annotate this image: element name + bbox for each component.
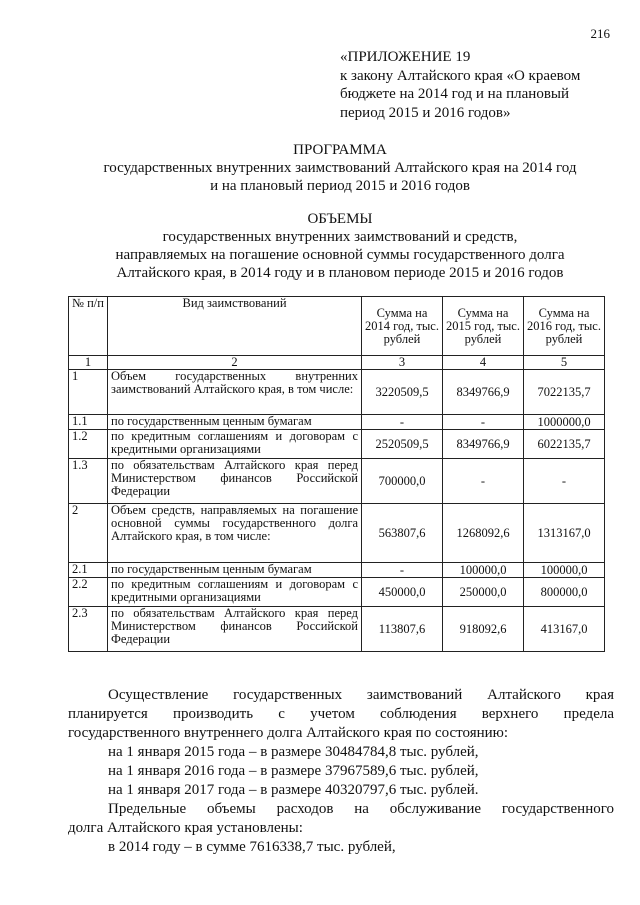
- header-kind: Вид заимствований: [108, 297, 362, 356]
- table-row: [69, 370, 605, 415]
- limit-item: на 1 января 2017 года – в размере 40320797,6 тыс. рублей.: [108, 782, 479, 798]
- limit-item: на 1 января 2016 года – в размере 37967589,6 тыс. рублей,: [108, 763, 479, 779]
- column-number: 1: [69, 356, 108, 370]
- volumes-title: ОБЪЕМЫ: [307, 211, 373, 227]
- row-sum-2016: 413167,0: [524, 607, 605, 652]
- row-sum-2014: 450000,0: [362, 578, 443, 607]
- appendix-line: к закону Алтайского края «О краевом: [340, 67, 581, 84]
- row-sum-2015: 8349766,9: [443, 370, 524, 415]
- row-sum-2015: 8349766,9: [443, 430, 524, 459]
- row-sum-2014: -: [362, 415, 443, 430]
- program-subtitle: и на плановый период 2015 и 2016 годов: [210, 178, 470, 194]
- row-sum-2016: 6022135,7: [524, 430, 605, 459]
- row-number: 1.1: [69, 415, 108, 430]
- volumes-heading: [50, 210, 630, 282]
- row-sum-2014: 700000,0: [362, 459, 443, 504]
- column-number: 2: [108, 356, 362, 370]
- row-sum-2015: 918092,6: [443, 607, 524, 652]
- header-num: № п/п: [69, 297, 108, 356]
- paragraph-line: планируется производить с учетом соблюдения верхнего предела: [68, 706, 614, 722]
- limit-item: в 2014 году – в сумме 7616338,7 тыс. рублей,: [108, 839, 396, 855]
- program-title: ПРОГРАММА: [293, 142, 387, 158]
- limit-item: на 1 января 2015 года – в размере 30484784,8 тыс. рублей,: [108, 744, 479, 760]
- body-text: [68, 686, 614, 857]
- column-number: 5: [524, 356, 605, 370]
- program-heading: [50, 141, 630, 195]
- row-sum-2014: 563807,6: [362, 504, 443, 563]
- table-row: [69, 563, 605, 578]
- row-sum-2014: 3220509,5: [362, 370, 443, 415]
- column-number: 3: [362, 356, 443, 370]
- row-kind: по государственным ценным бумагам: [108, 415, 362, 430]
- row-kind: Объем государственных внутренних заимствований Алтайского края, в том числе:: [108, 370, 362, 415]
- row-sum-2015: 100000,0: [443, 563, 524, 578]
- row-number: 2.1: [69, 563, 108, 578]
- table-row: [69, 415, 605, 430]
- row-number: 2.3: [69, 607, 108, 652]
- paragraph-line: государственного внутреннего долга Алтайского края по состоянию:: [68, 725, 509, 741]
- row-number: 1.2: [69, 430, 108, 459]
- header-sum-2016: Сумма на 2016 год, тыс. рублей: [524, 297, 605, 356]
- table-header-row: [69, 297, 605, 356]
- row-sum-2016: -: [524, 459, 605, 504]
- row-kind: по государственным ценным бумагам: [108, 563, 362, 578]
- row-kind: по кредитным соглашениям и договорам с кредитными организациями: [108, 578, 362, 607]
- row-sum-2014: 2520509,5: [362, 430, 443, 459]
- row-sum-2015: 1268092,6: [443, 504, 524, 563]
- row-kind: по обязательствам Алтайского края перед Министерством финансов Российской Федерации: [108, 459, 362, 504]
- appendix-line: бюджете на 2014 год и на плановый: [340, 86, 570, 102]
- header-sum-2014: Сумма на 2014 год, тыс. рублей: [362, 297, 443, 356]
- row-number: 2.2: [69, 578, 108, 607]
- header-sum-2015: Сумма на 2015 год, тыс. рублей: [443, 297, 524, 356]
- appendix-line: период 2015 и 2016 годов»: [340, 104, 511, 121]
- row-kind: по обязательствам Алтайского края перед Министерством финансов Российской Федерации: [108, 607, 362, 652]
- appendix-header: [340, 48, 580, 122]
- table-row: [69, 430, 605, 459]
- table-row: [69, 578, 605, 607]
- table-row: [69, 504, 605, 563]
- row-sum-2015: -: [443, 415, 524, 430]
- table-row: [69, 607, 605, 652]
- row-kind: по кредитным соглашениям и договорам с кредитными организациями: [108, 430, 362, 459]
- column-number: 4: [443, 356, 524, 370]
- row-sum-2015: 250000,0: [443, 578, 524, 607]
- page-number: 216: [590, 26, 610, 41]
- paragraph-line: Осуществление государственных заимствований Алтайского края: [108, 687, 614, 703]
- row-number: 2: [69, 504, 108, 563]
- program-subtitle: государственных внутренних заимствований Алтайского края на 2014 год: [103, 160, 577, 176]
- appendix-title: «ПРИЛОЖЕНИЕ 19: [340, 49, 471, 65]
- paragraph-line: Предельные объемы расходов на обслуживание государственного: [108, 801, 614, 817]
- volumes-subtitle: Алтайского края, в 2014 году и в плановом периоде 2015 и 2016 годов: [116, 265, 564, 281]
- borrowings-table: [68, 296, 605, 652]
- row-sum-2014: -: [362, 563, 443, 578]
- paragraph-line: долга Алтайского края установлены:: [68, 820, 303, 836]
- volumes-subtitle: направляемых на погашение основной суммы государственного долга: [115, 247, 565, 263]
- column-number-row: [69, 356, 605, 370]
- row-sum-2014: 113807,6: [362, 607, 443, 652]
- row-sum-2016: 1000000,0: [524, 415, 605, 430]
- row-number: 1: [69, 370, 108, 415]
- table-row: [69, 459, 605, 504]
- row-sum-2016: 1313167,0: [524, 504, 605, 563]
- row-sum-2016: 100000,0: [524, 563, 605, 578]
- row-kind: Объем средств, направляемых на погашение основной суммы государственного долга Алтайского края, в том числе:: [108, 504, 362, 563]
- row-number: 1.3: [69, 459, 108, 504]
- row-sum-2016: 7022135,7: [524, 370, 605, 415]
- volumes-subtitle: государственных внутренних заимствований и средств,: [162, 229, 518, 245]
- row-sum-2015: -: [443, 459, 524, 504]
- row-sum-2016: 800000,0: [524, 578, 605, 607]
